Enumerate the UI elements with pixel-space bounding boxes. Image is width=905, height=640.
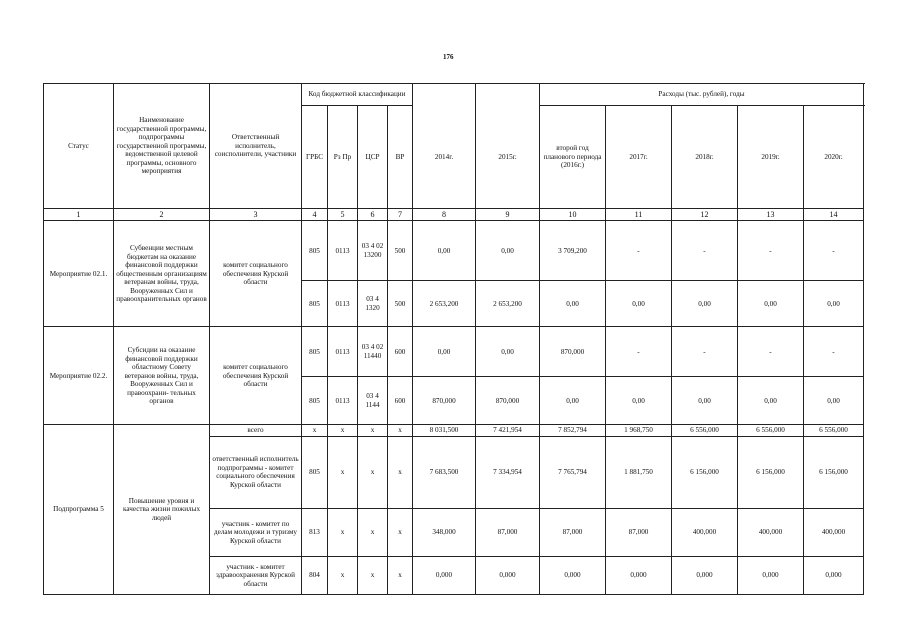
cell-vr: 600 [388,327,413,377]
col-number: 5 [328,209,358,221]
header-status: Статус [44,84,114,209]
header-2018: 2018г. [672,106,738,209]
header-executor: Ответственный исполнитель, соисполнители, участники [210,84,302,209]
row-status: Мероприятие 02.2. [44,327,114,425]
header-budget-code: Код бюджетной классификации [302,84,413,106]
cell-rzpr: х [328,508,358,556]
col-number: 9 [476,209,540,221]
header-csr: ЦСР [358,106,388,209]
cell-2019: 0,000 [738,556,804,594]
cell-2017: - [606,221,672,281]
header-expenses: Расходы (тыс. рублей), годы [540,84,864,106]
row-executor: всего [210,425,302,436]
cell-rzpr: 0113 [328,221,358,281]
cell-rzpr: 0113 [328,327,358,377]
col-number: 13 [738,209,804,221]
cell-2014: 870,000 [413,377,476,425]
cell-2020: 6 556,000 [804,425,864,436]
cell-2019: - [738,221,804,281]
table-row [44,221,864,281]
cell-csr: х [358,436,388,508]
cell-2018: 0,00 [672,281,738,327]
cell-2018: - [672,327,738,377]
cell-csr: 03 4 1320 [358,281,388,327]
cell-grbs: х [302,425,328,436]
col-number: 4 [302,209,328,221]
cell-2017: 1 881,750 [606,436,672,508]
cell-2016: 87,000 [540,508,606,556]
cell-rzpr: х [328,556,358,594]
cell-2014: 2 653,200 [413,281,476,327]
row-executor: участник - комитет здравоохранения Курской области [210,556,302,594]
cell-vr: 600 [388,377,413,425]
cell-2019: 6 556,000 [738,425,804,436]
cell-2017: 87,000 [606,508,672,556]
cell-grbs: 804 [302,556,328,594]
row-program-name: Субсидии на оказание финансовой поддержки областному Совету ветеранов войны, труда, Вооруженных Сил и правоохрани- тельных органов [114,327,210,425]
cell-rzpr: х [328,436,358,508]
cell-2015: 0,000 [476,556,540,594]
col-number: 14 [804,209,864,221]
cell-2019: - [738,327,804,377]
cell-csr: х [358,425,388,436]
page-number: 176 [443,53,454,61]
col-number: 10 [540,209,606,221]
col-number: 7 [388,209,413,221]
cell-2016: 0,00 [540,281,606,327]
cell-2014: 0,00 [413,221,476,281]
row-program-name: Субвенции местным бюджетам на оказание финансовой поддержки общественным организациям ветеранам войны, труда, Вооруженных Сил и правоохранительных органов [114,221,210,327]
cell-vr: х [388,436,413,508]
header-rzpr: Рз Пр [328,106,358,209]
header-vr: ВР [388,106,413,209]
cell-vr: 500 [388,281,413,327]
cell-grbs: 805 [302,221,328,281]
cell-grbs: 813 [302,508,328,556]
header-2016: второй год планового периода (2016г.) [540,106,606,209]
cell-csr: х [358,556,388,594]
cell-2014: 8 031,500 [413,425,476,436]
cell-2020: 0,00 [804,377,864,425]
col-number: 1 [44,209,114,221]
cell-2016: 3 709,200 [540,221,606,281]
cell-grbs: 805 [302,281,328,327]
cell-csr: 03 4 02 11440 [358,327,388,377]
col-number: 12 [672,209,738,221]
cell-2020: - [804,221,864,281]
row-program-name: Повышение уровня и качества жизни пожилых людей [114,425,210,594]
col-number: 8 [413,209,476,221]
header-program-name: Наименование государственной программы, подпрограммы государственной программы, ведомственной целевой программы, основного мероприятия [114,84,210,209]
cell-2019: 0,00 [738,377,804,425]
cell-2014: 0,000 [413,556,476,594]
row-executor: участник - комитет по делам молодежи и туризму Курской области [210,508,302,556]
cell-2016: 870,000 [540,327,606,377]
cell-2017: 0,00 [606,377,672,425]
cell-csr: 03 4 1144 [358,377,388,425]
cell-2015: 0,00 [476,221,540,281]
cell-vr: х [388,425,413,436]
table-row [44,327,864,377]
row-executor: ответственный исполнитель подпрограммы - комитет социального обеспечения Курской области [210,436,302,508]
header-2014: 2014г. [413,106,476,209]
cell-rzpr: 0113 [328,377,358,425]
row-status: Подпрограмма 5 [44,425,114,594]
cell-2020: 6 156,000 [804,436,864,508]
budget-table [43,83,864,595]
col-number: 11 [606,209,672,221]
column-numbers-row [44,209,864,221]
header-2019: 2019г. [738,106,804,209]
cell-2015: 7 334,954 [476,436,540,508]
cell-2016: 7 765,794 [540,436,606,508]
table-row [44,425,864,436]
header-2017: 2017г. [606,106,672,209]
cell-2017: - [606,327,672,377]
cell-2018: - [672,221,738,281]
cell-2019: 400,000 [738,508,804,556]
cell-2015: 2 653,200 [476,281,540,327]
cell-2016: 0,00 [540,377,606,425]
cell-rzpr: 0113 [328,281,358,327]
cell-vr: х [388,556,413,594]
row-executor: комитет социального обеспечения Курской области [210,221,302,327]
cell-2018: 400,000 [672,508,738,556]
cell-2020: 400,000 [804,508,864,556]
cell-2015: 870,000 [476,377,540,425]
cell-csr: х [358,508,388,556]
cell-2018: 0,000 [672,556,738,594]
cell-vr: х [388,508,413,556]
cell-grbs: 805 [302,327,328,377]
cell-2015: 0,00 [476,327,540,377]
cell-2017: 0,00 [606,281,672,327]
row-executor: комитет социального обеспечения Курской области [210,327,302,425]
cell-2015: 87,000 [476,508,540,556]
header-2015: 2015г. [476,106,540,209]
col-number: 3 [210,209,302,221]
cell-2017: 0,000 [606,556,672,594]
cell-2014: 7 683,500 [413,436,476,508]
cell-2020: 0,000 [804,556,864,594]
col-number: 6 [358,209,388,221]
cell-grbs: 805 [302,377,328,425]
cell-2018: 6 156,000 [672,436,738,508]
cell-2019: 6 156,000 [738,436,804,508]
cell-rzpr: х [328,425,358,436]
header-2020: 2020г. [804,106,864,209]
row-status: Мероприятие 02.1. [44,221,114,327]
cell-2016: 7 852,794 [540,425,606,436]
cell-2016: 0,000 [540,556,606,594]
cell-2014: 0,00 [413,327,476,377]
cell-grbs: 805 [302,436,328,508]
cell-2020: 0,00 [804,281,864,327]
cell-csr: 03 4 02 13200 [358,221,388,281]
cell-2018: 0,00 [672,377,738,425]
header-grbs: ГРБС [302,106,328,209]
cell-vr: 500 [388,221,413,281]
cell-2018: 6 556,000 [672,425,738,436]
cell-2014: 348,000 [413,508,476,556]
cell-2019: 0,00 [738,281,804,327]
cell-2020: - [804,327,864,377]
cell-2015: 7 421,954 [476,425,540,436]
cell-2017: 1 968,750 [606,425,672,436]
col-number: 2 [114,209,210,221]
